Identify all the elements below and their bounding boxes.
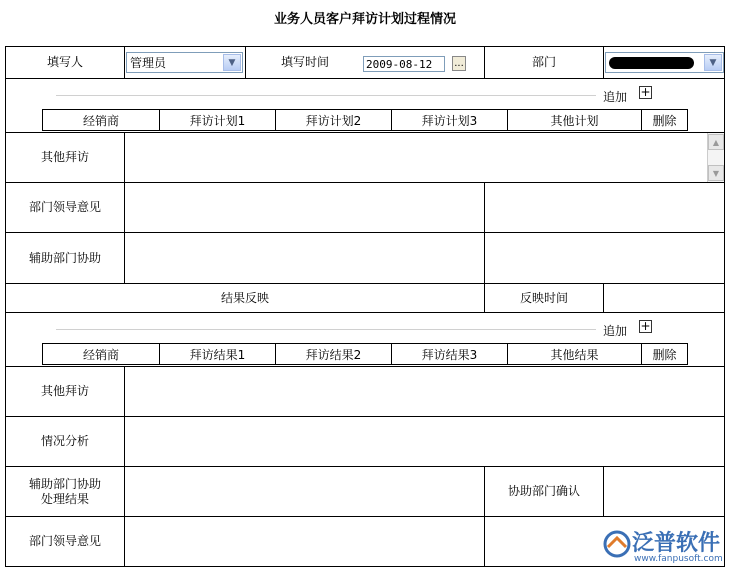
other-visit-textarea[interactable] [125, 133, 724, 182]
add-result-label[interactable]: 追加 [603, 324, 628, 338]
col-delete: 删除 [652, 347, 677, 362]
assist-result-label-line2: 处理结果 [40, 491, 89, 506]
form-table [5, 46, 725, 567]
dept-leader-label: 部门领导意见 [28, 200, 101, 214]
assist-dept-label: 辅助部门协助 [28, 250, 101, 265]
result-header-row [42, 343, 688, 365]
dept-label: 部门 [531, 55, 556, 69]
situation-label: 情况分析 [40, 434, 89, 448]
col-dealer: 经销商 [43, 344, 160, 364]
other-visit-label: 其他拜访 [40, 150, 89, 164]
section-divider [56, 95, 596, 96]
col-other-plan: 其他计划 [508, 110, 642, 130]
logo-icon [602, 529, 632, 559]
other-visit2-label: 其他拜访 [40, 384, 89, 398]
chevron-down-icon: ▼ [223, 54, 241, 71]
add-result-icon[interactable]: + [640, 319, 651, 333]
col-result1: 拜访结果1 [160, 344, 276, 364]
textarea-scrollbar[interactable] [707, 133, 724, 182]
chevron-down-icon: ▼ [704, 54, 722, 71]
col-plan2: 拜访计划2 [276, 110, 392, 130]
col-plan1: 拜访计划1 [160, 110, 276, 130]
col-result3: 拜访结果3 [392, 344, 508, 364]
filler-select[interactable] [126, 52, 243, 73]
dept-select[interactable] [605, 52, 724, 73]
result-feedback-label: 结果反映 [220, 290, 269, 305]
col-delete: 删除 [652, 113, 677, 128]
dept-leader2-label: 部门领导意见 [28, 534, 101, 548]
date-picker-button[interactable]: ... [452, 56, 466, 71]
logo-url: www.fanpusoft.com [634, 554, 723, 564]
filler-select-value: 管理员 [130, 56, 167, 70]
time-label: 填写时间 [280, 55, 329, 69]
add-plan-icon[interactable]: + [640, 85, 651, 99]
assist-result-label-line1: 辅助部门协助 [28, 476, 101, 491]
scroll-down-icon[interactable]: ▼ [708, 165, 724, 181]
fanpu-logo [602, 526, 722, 570]
page-title: 业务人员客户拜访计划过程情况 [273, 12, 456, 27]
plan-header-row [42, 109, 688, 131]
filler-label: 填写人 [46, 55, 83, 69]
col-dealer: 经销商 [43, 110, 160, 130]
date-input[interactable]: 2009-08-12 [363, 56, 445, 72]
col-result2: 拜访结果2 [276, 344, 392, 364]
scroll-up-icon[interactable]: ▲ [708, 134, 724, 150]
assist-result-label [6, 467, 124, 516]
col-other-result: 其他结果 [508, 344, 642, 364]
col-plan3: 拜访计划3 [392, 110, 508, 130]
logo-name: 泛普软件 [632, 531, 721, 556]
redacted-value [609, 57, 694, 69]
add-plan-label[interactable]: 追加 [603, 90, 628, 104]
assist-confirm-label: 协助部门确认 [507, 484, 580, 498]
feedback-time-label: 反映时间 [519, 290, 568, 305]
section-divider [56, 329, 596, 330]
